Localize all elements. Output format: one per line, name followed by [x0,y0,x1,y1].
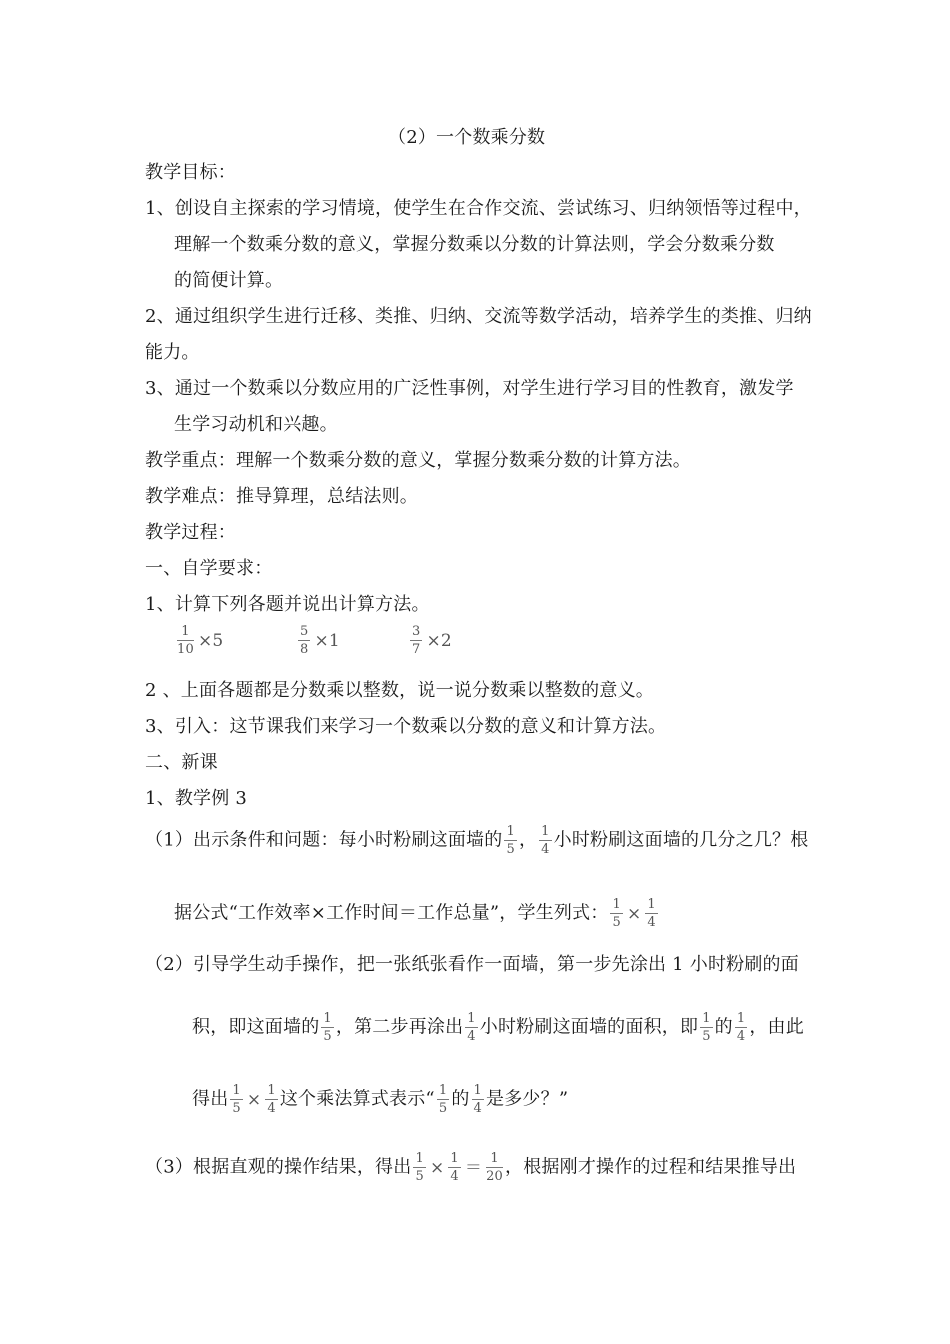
fraction: $\frac{1}{20}$ [486,1151,504,1184]
objective-3-line-1: 3、通过一个数乘以分数应用的广泛性事例，对学生进行学习目的性教育，激发学 [145,378,794,399]
fraction: $\frac{3}{7}$ [412,624,421,657]
objectives-heading: 教学目标： [145,162,236,183]
section-2-item-1: 1、教学例 3 [145,788,248,809]
objective-2-line-2: 能力。 [145,342,200,363]
calc-expression-3: $\frac{3}{7}$ ×2 [412,624,452,657]
objective-1-line-1: 1、创设自主探索的学习情境，使学生在合作交流、尝试练习、归纳领悟等过程中， [145,198,812,219]
fraction: $\frac{1}{4}$ [736,1011,746,1044]
section-1-item-3: 3、引入：这节课我们来学习一个数乘以分数的意义和计算方法。 [145,716,667,737]
fraction: $\frac{1}{5}$ [612,897,621,930]
objective-1-line-2: 理解一个数乘分数的意义，掌握分数乘以分数的计算法则，学会分数乘分数 [174,234,775,255]
paragraph-2-line-2: 积，即这面墙的 $\frac{1}{5}$ ，第二步再涂出 $\frac{1}{4}$ 小时粉刷这面墙的面积，即 $\frac{1}{5}$ 的 $\frac{1}{4}$ ，由此 [192,1011,804,1044]
fraction: $\frac{1}{5}$ [438,1083,448,1116]
fraction: $\frac{1}{5}$ [323,1011,332,1044]
fraction: $\frac{1}{5}$ [702,1011,711,1044]
fraction: $\frac{1}{5}$ [415,1151,424,1184]
key-point: 教学重点：理解一个数乘分数的意义，掌握分数乘分数的计算方法。 [145,450,691,471]
section-1-item-1: 1、计算下列各题并说出计算方法。 [145,594,430,615]
calc-expression-1: $\frac{1}{10}$ ×5 [177,624,224,657]
paragraph-2-line-3: 得出 $\frac{1}{5}$ × $\frac{1}{4}$ 这个乘法算式表示“ $\frac{1}{5}$ 的 $\frac{1}{4}$ 是多少？” [192,1083,569,1116]
fraction: $\frac{1}{4}$ [473,1083,483,1116]
objective-2-line-1: 2、通过组织学生进行迁移、类推、归纳、交流等数学活动，培养学生的类推、归纳 [145,306,812,327]
fraction: $\frac{1}{5}$ [506,824,515,857]
process-heading: 教学过程： [145,522,236,543]
paragraph-1-line-2: 据公式“工作效率×工作时间＝工作总量”，学生列式： $\frac{1}{5}$ × $\frac{1}{4}$ [174,897,656,930]
fraction: $\frac{1}{4}$ [647,897,656,930]
fraction: $\frac{5}{8}$ [300,624,309,657]
objective-3-line-2: 生学习动机和兴趣。 [174,414,338,435]
paragraph-2-line-1: （2）引导学生动手操作，把一张纸张看作一面墙，第一步先涂出 1 小时粉刷的面 [145,954,799,975]
paragraph-1-line-1: （1）出示条件和问题：每小时粉刷这面墙的 $\frac{1}{5}$ ， $\frac{1}{4}$ 小时粉刷这面墙的几分之几？根 [145,824,809,857]
objective-1-line-3: 的简便计算。 [174,270,284,291]
fraction: $\frac{1}{4}$ [541,824,550,857]
section-2-heading: 二、新课 [145,752,218,773]
difficulty: 教学难点：推导算理，总结法则。 [145,486,418,507]
paragraph-3-line-1: （3）根据直观的操作结果，得出 $\frac{1}{5}$ × $\frac{1}{4}$ ＝ $\frac{1}{20}$ ，根据刚才操作的过程和结果推导出 [145,1151,797,1184]
calc-expression-2: $\frac{5}{8}$ ×1 [300,624,340,657]
fraction: $\frac{1}{4}$ [450,1151,459,1184]
page-title: （2）一个数乘分数 [388,127,546,148]
fraction: $\frac{1}{10}$ [177,624,194,657]
fraction: $\frac{1}{4}$ [267,1083,276,1116]
fraction: $\frac{1}{4}$ [467,1011,476,1044]
section-1-heading: 一、自学要求： [145,558,273,579]
fraction: $\frac{1}{5}$ [232,1083,241,1116]
section-1-item-2: 2 、上面各题都是分数乘以整数，说一说分数乘以整数的意义。 [145,680,654,701]
